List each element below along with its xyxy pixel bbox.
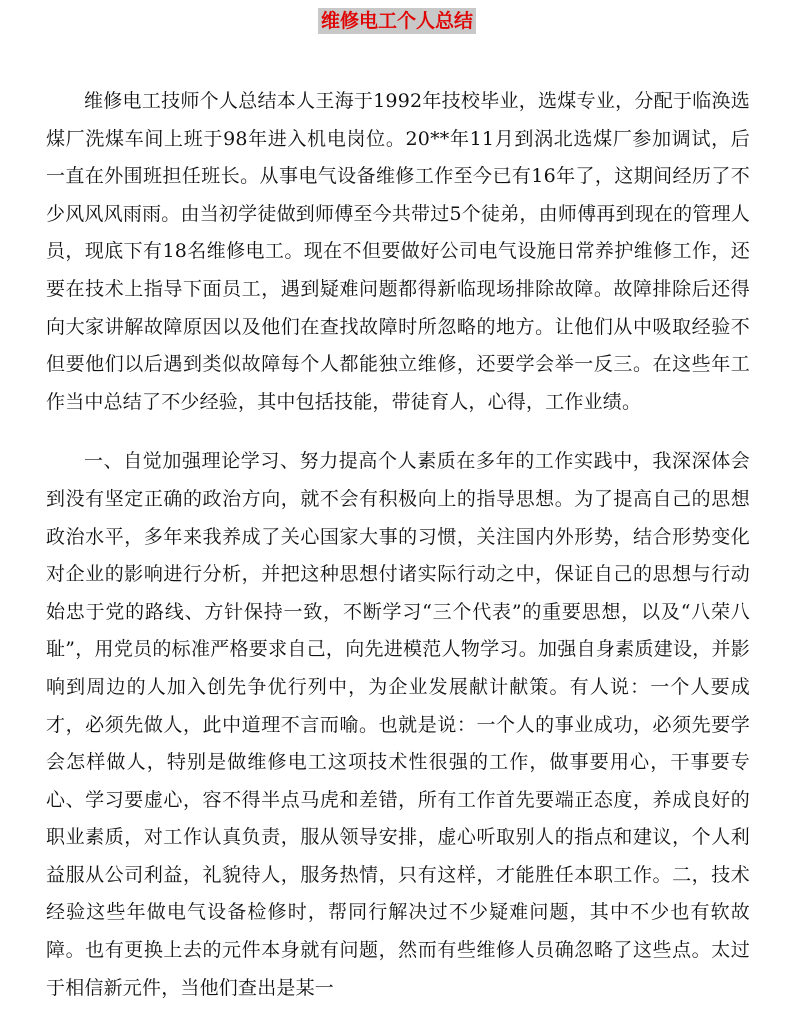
document-title: 维修电工个人总结 [318, 8, 476, 34]
paragraph-intro: 维修电工技师个人总结本人王海于1992年技校毕业，选煤专业，分配于临涣选煤厂洗煤车间上班于98年进入机电岗位。20**年11月到涡北选煤厂参加调试，后一直在外围班担任班长。从事电气设备维修工作至今已有16年了，这期间经历了不少风风风雨雨。由当初学徒做到师傅至今共带过5个徒弟，由师傅再到现在的管理人员，现底下有18名维修电工。现在不但要做好公司电气设施日常养护维修工作，还要在技术上指导下面员工，遇到疑难问题都得新临现场排除故障。故障排除后还得向大家讲解故障原因以及他们在查找故障时所忽略的地方。让他们从中吸取经验不但要他们以后遇到类似故障每个人都能独立维修，还要学会举一反三。在这些年工作当中总结了不少经验，其中包括技能，带徒育人，心得，工作业绩。 [46, 90, 750, 413]
document-body [46, 83, 750, 1029]
paragraph-section-one: 一、自觉加强理论学习、努力提高个人素质在多年的工作实践中，我深深体会到没有坚定正确的政治方向，就不会有积极向上的指导思想。为了提高自己的思想政治水平，多年来我养成了关心国家大事的习惯，关注国内外形势，结合形势变化对企业的影响进行分析，并把这种思想付诸实际行动之中，保证自己的思想与行动始忠于党的路线、方针保持一致，不断学习“三个代表”的重要思想，以及“八荣八耻”，用党员的标准严格要求自己，向先进模范人物学习。加强自身素质建设，并影响到周边的人加入创先争优行列中，为企业发展献计献策。有人说：一个人要成才，必须先做人，此中道理不言而喻。也就是说：一个人的事业成功，必须先要学会怎样做人，特别是做维修电工这项技术性很强的工作，做事要用心，干事要专心、学习要虚心，容不得半点马虎和差错，所有工作首先要端正态度，养成良好的职业素质，对工作认真负责，服从领导安排，虚心听取别人的指点和建议，个人利益服从公司利益，礼貌待人，服务热情，只有这样，才能胜任本职工作。二，技术经验这些年做电气设备检修时，帮同行解决过不少疑难问题，其中不少也有软故障。也有更换上去的元件本身就有问题，然而有些维修人员确忽略了这些点。太过于相信新元件，当他们查出是某一 [46, 450, 750, 999]
title-area [0, 8, 794, 34]
